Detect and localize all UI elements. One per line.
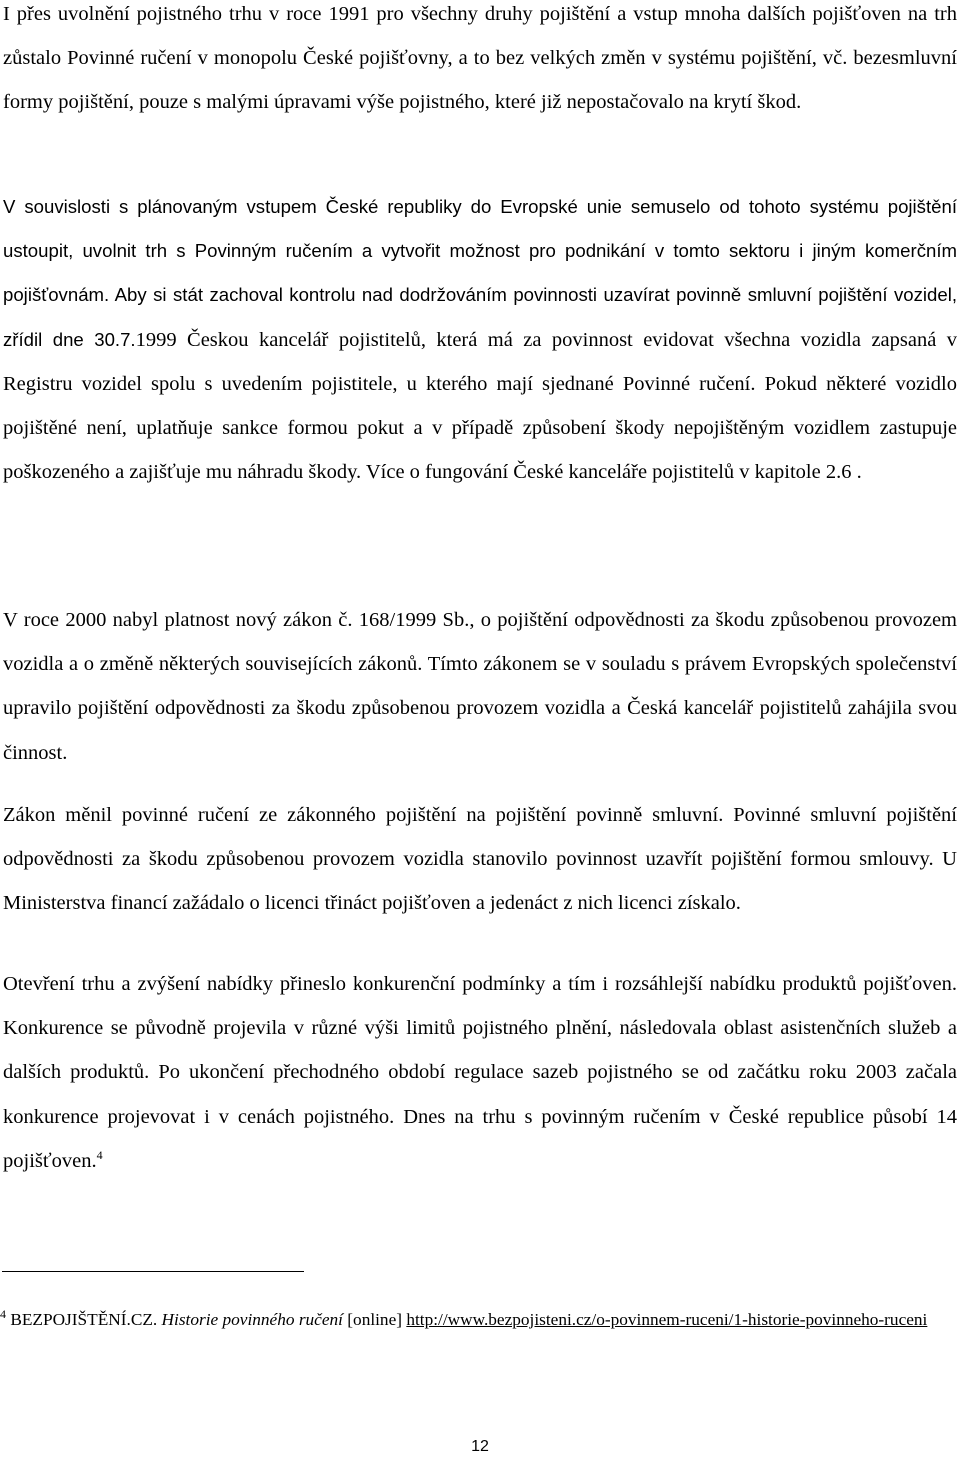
footnote-reference[interactable]: 4: [96, 1147, 103, 1162]
footnote-separator: [2, 1271, 304, 1272]
paragraph-5: [3, 962, 957, 1183]
footnote: [0, 1305, 954, 1334]
paragraph-2-text-a: V souvislosti s plánovaným vstupem České republiky do Evropské unie semuselo od tohoto systému pojištění ustoupit, uvolnit trh s Povinným ručením a vytvořit možnost pro podnikání v tomto sektoru i jiným komerčním pojišťovnám. Aby si stát zachoval kontrolu nad dodržováním povinnosti uzavírat povinně smluvní pojištění vozidel, zřídil dne 30.7.: [3, 196, 957, 350]
paragraph-4-text: Zákon měnil povinné ručení ze zákonného pojištění na pojištění povinně smluvní. Povinné smluvní pojištění odpovědnosti za škodu způsobenou provozem vozidla stanovilo povinnost uzavřít pojištění formou smlouvy. U Ministerstva financí zažádalo o licenci třináct pojišťoven a jedenáct z nich licenci získalo.: [3, 804, 957, 915]
paragraph-3-text: V roce 2000 nabyl platnost nový zákon č. 168/1999 Sb., o pojištění odpovědnosti za škodu způsobenou provozem vozidla a o změně některých souvisejících zákonů. Tímto zákonem se v souladu s právem Evropských společenství upravilo pojištění odpovědnosti za škodu způsobenou provozem vozidla a Česká kancelář pojistitelů zahájila svou činnost.: [3, 609, 957, 764]
paragraph-2: [3, 185, 957, 494]
footnote-number: 4: [0, 1307, 6, 1322]
paragraph-4: [3, 793, 957, 926]
footnote-link[interactable]: http://www.bezpojisteni.cz/o-povinnem-ruceni/1-historie-povinneho-ruceni: [406, 1310, 928, 1329]
paragraph-1: [3, 0, 957, 125]
page-number: 12: [471, 1438, 489, 1455]
paragraph-1-text: I přes uvolnění pojistného trhu v roce 1991 pro všechny druhy pojištění a vstup mnoha dalších pojišťoven na trh zůstalo Povinné ručení v monopolu České pojišťovny, a to bez velkých změn v systému pojištění, vč. bezesmluvní formy pojištění, pouze s malými úpravami výše pojistného, které již nepostačovalo na krytí škod.: [3, 3, 957, 114]
paragraph-3: [3, 598, 957, 775]
paragraph-2-text-b: 1999 Českou kancelář pojistitelů, která má za povinnost evidovat všechna vozidla zapsaná v Registru vozidel spolu s uvedením pojistitele, u kterého mají sjednané Povinné ručení. Pokud některé vozidlo pojištěné není, uplatňuje sankce formou pokut a v případě způsobení škody nepojištěným vozidlem zastupuje poškozeného a zajišťuje mu náhradu škody. Více o fungování České kanceláře pojistitelů v kapitole 2.6 .: [3, 328, 958, 484]
footnote-source: BEZPOJIŠTĚNÍ.CZ.: [10, 1310, 158, 1329]
footnote-title: Historie povinného ručení: [161, 1310, 343, 1329]
paragraph-5-text: Otevření trhu a zvýšení nabídky přineslo konkurenční podmínky a tím i rozsáhlejší nabídku produktů pojišťoven. Konkurence se původně projevila v různé výši limitů pojistného plnění, následovala oblast asistenčních služeb a dalších produktů. Po ukončení přechodného období regulace sazeb pojistného se od začátku roku 2003 začala konkurence projevovat i v cenách pojistného. Dnes na trhu s povinným ručením v České republice působí 14 pojišťoven.: [3, 973, 957, 1172]
footnote-online: [online]: [347, 1310, 403, 1329]
